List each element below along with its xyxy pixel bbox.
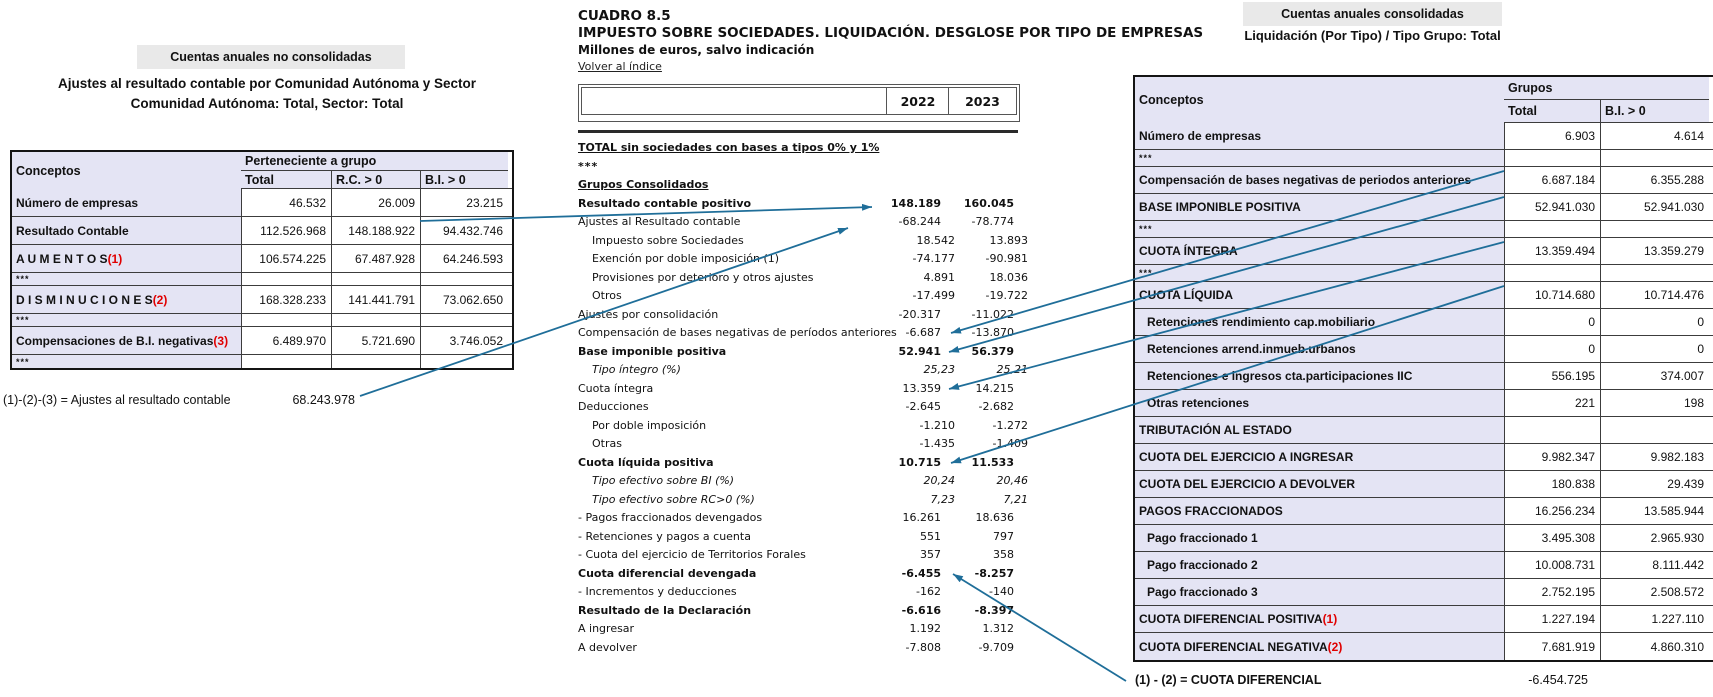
value-2023: 358	[993, 548, 1014, 561]
row-value	[420, 355, 508, 368]
row-value	[331, 314, 420, 326]
row-value: 16.256.234	[1504, 498, 1600, 524]
statement-row	[578, 195, 1014, 214]
row-value: 10.714.680	[1504, 282, 1600, 308]
statement-label: A ingresar	[578, 622, 635, 635]
right-panel-subtitle: Liquidación (Por Tipo) / Tipo Grupo: Total	[1244, 28, 1501, 43]
value-2023: -8.257	[974, 566, 1014, 580]
statement-label: Resultado de la Declaración	[578, 603, 752, 617]
row-value: 0	[1504, 309, 1600, 335]
row-value	[241, 314, 331, 326]
year-2022: 2022	[886, 88, 949, 114]
row-value: 6.687.184	[1504, 167, 1600, 193]
row-label: ***	[1135, 150, 1504, 166]
center-divider-rule	[578, 130, 1018, 133]
value-2022: -17.499	[912, 289, 955, 302]
row-value: 112.526.968	[241, 217, 331, 244]
left-footnote-label: (1)-(2)-(3) = Ajustes al resultado contable	[3, 393, 231, 407]
value-2022: 7,23	[930, 492, 955, 506]
row-value: 8.111.442	[1600, 552, 1709, 578]
table-row	[12, 189, 512, 217]
right-table	[1133, 75, 1713, 662]
value-2023: 14.215	[975, 381, 1014, 395]
table-row	[12, 273, 512, 286]
row-label: CUOTA DIFERENCIAL NEGATIVA (2)	[1135, 633, 1504, 660]
row-value	[331, 355, 420, 368]
value-2022: -6.687	[905, 326, 941, 339]
row-marker: (2)	[152, 292, 168, 307]
row-value	[1600, 150, 1709, 166]
statement-row	[578, 565, 1014, 584]
value-2023: 797	[993, 529, 1014, 543]
row-value: 556.195	[1504, 363, 1600, 389]
row-value: 2.965.930	[1600, 525, 1709, 551]
right-table-body	[1135, 123, 1713, 660]
table-row	[1135, 309, 1713, 336]
row-value: 2.508.572	[1600, 579, 1709, 605]
value-2022: 357	[920, 548, 941, 561]
right-concept-header: Conceptos	[1135, 77, 1504, 123]
value-2023: -8.397	[974, 603, 1014, 617]
value-2023: -90.981	[985, 252, 1028, 265]
table-row	[12, 217, 512, 245]
value-2023: -140	[989, 585, 1014, 598]
row-marker: (3)	[213, 333, 229, 348]
row-value: 0	[1600, 309, 1709, 335]
statement-row	[578, 546, 1014, 565]
row-value: 6.355.288	[1600, 167, 1709, 193]
value-2023: 160.045	[963, 196, 1014, 210]
row-value: 67.487.928	[331, 245, 420, 272]
statement-row	[578, 361, 1028, 380]
row-label: Pago fraccionado 1	[1135, 525, 1504, 551]
statement-label: Deducciones	[578, 400, 649, 413]
statement-row	[578, 139, 1014, 158]
row-value: 6.903	[1504, 123, 1600, 149]
statement-label: TOTAL sin sociedades con bases a tipos 0% y 1%	[578, 141, 880, 154]
row-label: PAGOS FRACCIONADOS	[1135, 498, 1504, 524]
row-label: Número de empresas	[1135, 123, 1504, 149]
statement-label: Ajustes al Resultado contable	[578, 215, 741, 228]
row-label: Retenciones e ingresos cta.participaciones IIC	[1135, 363, 1504, 389]
row-value: 10.008.731	[1504, 552, 1600, 578]
row-marker: (1)	[107, 251, 123, 266]
right-footnote-value: -6.454.725	[1528, 673, 1588, 687]
statement-row	[578, 583, 1014, 602]
row-value: 73.062.650	[420, 286, 508, 313]
table-row	[1135, 390, 1713, 417]
row-value	[1600, 265, 1709, 281]
table-row	[1135, 336, 1713, 363]
value-2023: -78.774	[971, 215, 1014, 228]
statement-label: Base imponible positiva	[578, 344, 727, 358]
center-title-cuadro: CUADRO 8.5	[578, 8, 671, 24]
value-2022: 10.715	[898, 455, 941, 469]
statement-label: Ajustes por consolidación	[578, 307, 719, 321]
row-value: 23.215	[420, 189, 508, 216]
value-2023: -19.722	[985, 289, 1028, 302]
row-value: 5.721.690	[331, 327, 420, 354]
statement-label: Tipo efectivo sobre BI (%)	[592, 474, 735, 487]
table-row	[1135, 417, 1713, 444]
statement-row	[578, 398, 1014, 417]
left-panel-title-1: Ajustes al resultado contable por Comunidad Autónoma y Sector	[57, 76, 477, 91]
row-label: BASE IMPONIBLE POSITIVA	[1135, 194, 1504, 220]
row-value	[1504, 417, 1600, 443]
value-2022: 13.359	[902, 381, 941, 395]
table-row	[1135, 123, 1713, 150]
row-value: 4.614	[1600, 123, 1709, 149]
right-col-total: Total	[1504, 100, 1600, 122]
row-value: 94.432.746	[420, 217, 508, 244]
left-table	[10, 150, 514, 370]
value-2022: 551	[920, 529, 941, 543]
value-2023: -9.709	[978, 640, 1014, 654]
statement-row	[578, 435, 1028, 454]
row-value: 29.439	[1600, 471, 1709, 497]
row-value: 4.860.310	[1600, 633, 1709, 660]
row-label: CUOTA LÍQUIDA	[1135, 282, 1504, 308]
row-value: 0	[1600, 336, 1709, 362]
statement-row	[578, 528, 1014, 547]
row-value	[1600, 221, 1709, 237]
statement-label: A devolver	[578, 640, 637, 654]
row-value: 141.441.791	[331, 286, 420, 313]
value-2023: 11.533	[971, 455, 1014, 469]
table-row	[1135, 238, 1713, 265]
table-row	[1135, 363, 1713, 390]
table-row	[1135, 150, 1713, 167]
table-row	[12, 355, 512, 368]
statement-label: Provisiones por deterioro y otros ajustes	[592, 270, 814, 284]
statement-row	[578, 287, 1028, 306]
center-statement-list	[578, 139, 1028, 657]
row-value: 0	[1504, 336, 1600, 362]
left-table-header	[12, 152, 512, 189]
statement-row	[578, 306, 1014, 325]
table-row	[12, 286, 512, 314]
statement-label: Cuota líquida positiva	[578, 455, 714, 469]
left-col-total: Total	[241, 171, 331, 188]
statement-label: Grupos Consolidados	[578, 178, 709, 191]
left-col-rc: R.C. > 0	[331, 171, 420, 188]
value-2023: 25,21	[996, 363, 1028, 376]
table-row	[12, 314, 512, 327]
table-row	[1135, 498, 1713, 525]
back-to-index-link[interactable]: Volver al índice	[578, 60, 662, 73]
value-2022: 20,24	[923, 474, 955, 487]
value-2022: -7.808	[905, 640, 941, 654]
value-2022: 25,23	[923, 363, 955, 376]
row-label: Resultado Contable	[12, 217, 241, 244]
row-value: 9.982.347	[1504, 444, 1600, 470]
left-group-header: Perteneciente a grupo	[241, 152, 508, 171]
row-value: 1.227.110	[1600, 606, 1709, 632]
row-value: 52.941.030	[1600, 194, 1709, 220]
left-panel-title-2: Comunidad Autónoma: Total, Sector: Total	[130, 96, 404, 111]
row-value: 10.714.476	[1600, 282, 1709, 308]
statement-label: Cuota diferencial devengada	[578, 566, 757, 580]
row-value: 13.359.494	[1504, 238, 1600, 264]
row-value: 26.009	[331, 189, 420, 216]
table-row	[1135, 444, 1713, 471]
statement-row	[578, 158, 1014, 177]
value-2023: 56.379	[971, 344, 1014, 358]
center-year-header	[578, 84, 1020, 122]
table-row	[1135, 525, 1713, 552]
table-row	[1135, 265, 1713, 282]
row-value: 2.752.195	[1504, 579, 1600, 605]
value-2022: -1.435	[919, 437, 955, 450]
value-2023: -1.409	[992, 437, 1028, 450]
row-value: 3.746.052	[420, 327, 508, 354]
value-2023: 18.636	[975, 511, 1014, 524]
statement-label: Por doble imposición	[592, 418, 707, 432]
row-value: 180.838	[1504, 471, 1600, 497]
statement-row	[578, 176, 1014, 195]
row-value: 221	[1504, 390, 1600, 416]
row-value	[241, 355, 331, 368]
statement-label: ***	[578, 159, 599, 173]
row-value	[1600, 417, 1709, 443]
statement-row	[578, 472, 1028, 491]
row-value: 198	[1600, 390, 1709, 416]
value-2023: -2.682	[978, 400, 1014, 413]
value-2022: 52.941	[898, 344, 941, 358]
value-2023: 13.893	[989, 233, 1028, 247]
left-concept-header: Conceptos	[12, 152, 241, 189]
row-label: Retenciones rendimiento cap.mobiliario	[1135, 309, 1504, 335]
value-2022: -2.645	[905, 400, 941, 413]
row-label: CUOTA DIFERENCIAL POSITIVA (1)	[1135, 606, 1504, 632]
row-value	[420, 273, 508, 285]
value-2023: 18.036	[989, 270, 1028, 284]
row-label: D I S M I N U C I O N E S (2)	[12, 286, 241, 313]
row-value: 168.328.233	[241, 286, 331, 313]
statement-row	[578, 491, 1028, 510]
value-2022: 4.891	[923, 270, 955, 284]
row-label: ***	[1135, 221, 1504, 237]
statement-row	[578, 380, 1014, 399]
row-label: CUOTA DEL EJERCICIO A DEVOLVER	[1135, 471, 1504, 497]
right-col-bi: B.I. > 0	[1600, 100, 1709, 122]
statement-row	[578, 602, 1014, 621]
row-value	[1504, 265, 1600, 281]
left-table-body	[12, 189, 512, 368]
table-row	[12, 327, 512, 355]
table-row	[1135, 221, 1713, 238]
row-label: A U M E N T O S (1)	[12, 245, 241, 272]
row-value: 106.574.225	[241, 245, 331, 272]
value-2022: 148.189	[890, 196, 941, 210]
row-label: ***	[12, 273, 241, 285]
statement-label: Compensación de bases negativas de períodos anteriores	[578, 326, 897, 339]
row-label: Retenciones arrend.inmueb.urbanos	[1135, 336, 1504, 362]
statement-label: - Incrementos y deducciones	[578, 585, 737, 598]
statement-row	[578, 454, 1014, 473]
value-2023: -1.272	[992, 418, 1028, 432]
statement-label: - Pagos fraccionados devengados	[578, 511, 763, 524]
statement-row	[578, 324, 1014, 343]
row-value: 6.489.970	[241, 327, 331, 354]
table-row	[1135, 167, 1713, 194]
right-table-header	[1135, 77, 1713, 123]
row-label: ***	[1135, 265, 1504, 281]
row-value	[331, 273, 420, 285]
row-value	[1504, 150, 1600, 166]
row-label: Número de empresas	[12, 189, 241, 216]
statement-label: Otras	[592, 437, 622, 450]
row-marker: (1)	[1322, 612, 1338, 626]
table-row	[1135, 552, 1713, 579]
row-label: Pago fraccionado 2	[1135, 552, 1504, 578]
row-label: Compensación de bases negativas de periodos anteriores	[1135, 167, 1504, 193]
statement-row	[578, 269, 1028, 288]
right-footnote-label: (1) - (2) = CUOTA DIFERENCIAL	[1135, 673, 1322, 687]
statement-label: Exención por doble imposición (1)	[592, 252, 780, 265]
table-row	[1135, 606, 1713, 633]
left-col-bi: B.I. > 0	[420, 171, 508, 188]
value-2022: 1.192	[909, 622, 941, 635]
row-value: 13.359.279	[1600, 238, 1709, 264]
statement-label: Resultado contable positivo	[578, 196, 752, 210]
right-panel-tag: Cuentas anuales consolidadas	[1243, 2, 1502, 26]
row-label: CUOTA DEL EJERCICIO A INGRESAR	[1135, 444, 1504, 470]
value-2022: -20.317	[898, 307, 941, 321]
row-value: 1.227.194	[1504, 606, 1600, 632]
row-value	[1504, 221, 1600, 237]
statement-row	[578, 639, 1014, 658]
statement-row	[578, 232, 1028, 251]
statement-row	[578, 417, 1028, 436]
value-2022: 18.542	[916, 233, 955, 247]
row-label: CUOTA ÍNTEGRA	[1135, 238, 1504, 264]
statement-row	[578, 509, 1014, 528]
center-title-main: IMPUESTO SOBRE SOCIEDADES. LIQUIDACIÓN. DESGLOSE POR TIPO DE EMPRESAS	[578, 25, 1204, 41]
value-2023: -11.022	[971, 307, 1014, 321]
row-label: Pago fraccionado 3	[1135, 579, 1504, 605]
statement-label: Otros	[592, 289, 622, 302]
row-value: 9.982.183	[1600, 444, 1709, 470]
row-value: 46.532	[241, 189, 331, 216]
value-2023: -13.870	[971, 326, 1014, 339]
row-label: Otras retenciones	[1135, 390, 1504, 416]
value-2022: -6.616	[901, 603, 941, 617]
statement-label: Tipo íntegro (%)	[592, 363, 681, 376]
row-label: ***	[12, 314, 241, 326]
row-value: 3.495.308	[1504, 525, 1600, 551]
right-group-header: Grupos	[1504, 77, 1709, 100]
table-row	[1135, 282, 1713, 309]
row-value	[420, 314, 508, 326]
value-2023: 1.312	[982, 622, 1014, 635]
left-footnote-value: 68.243.978	[292, 393, 355, 407]
left-panel-tag: Cuentas anuales no consolidadas	[137, 45, 405, 69]
center-subtitle: Millones de euros, salvo indicación	[578, 43, 815, 57]
statement-row	[578, 213, 1014, 232]
row-value: 374.007	[1600, 363, 1709, 389]
table-row	[1135, 633, 1713, 660]
row-value: 13.585.944	[1600, 498, 1709, 524]
statement-row	[578, 620, 1014, 639]
row-value: 64.246.593	[420, 245, 508, 272]
table-row	[1135, 194, 1713, 221]
value-2022: -162	[916, 585, 941, 598]
row-label: Compensaciones de B.I. negativas (3)	[12, 327, 241, 354]
value-2022: -68.244	[898, 215, 941, 228]
table-row	[1135, 579, 1713, 606]
table-row	[1135, 471, 1713, 498]
statement-label: Tipo efectivo sobre RC>0 (%)	[592, 492, 755, 506]
value-2022: -6.455	[901, 566, 941, 580]
value-2022: 16.261	[902, 511, 941, 524]
row-label: ***	[12, 355, 241, 368]
table-row	[12, 245, 512, 273]
row-value	[241, 273, 331, 285]
row-value: 7.681.919	[1504, 633, 1600, 660]
year-2023: 2023	[948, 88, 1016, 114]
value-2022: -74.177	[912, 252, 955, 265]
statement-row	[578, 343, 1014, 362]
row-value: 52.941.030	[1504, 194, 1600, 220]
statement-label: - Retenciones y pagos a cuenta	[578, 529, 751, 543]
value-2022: -1.210	[919, 418, 955, 432]
value-2023: 7,21	[1003, 492, 1028, 506]
row-marker: (2)	[1327, 639, 1343, 654]
row-value: 148.188.922	[331, 217, 420, 244]
value-2023: 20,46	[996, 474, 1028, 487]
statement-label: Impuesto sobre Sociedades	[592, 233, 744, 247]
statement-label: Cuota íntegra	[578, 381, 654, 395]
statement-row	[578, 250, 1028, 269]
statement-label: - Cuota del ejercicio de Territorios Forales	[578, 548, 806, 561]
row-label: TRIBUTACIÓN AL ESTADO	[1135, 417, 1504, 443]
